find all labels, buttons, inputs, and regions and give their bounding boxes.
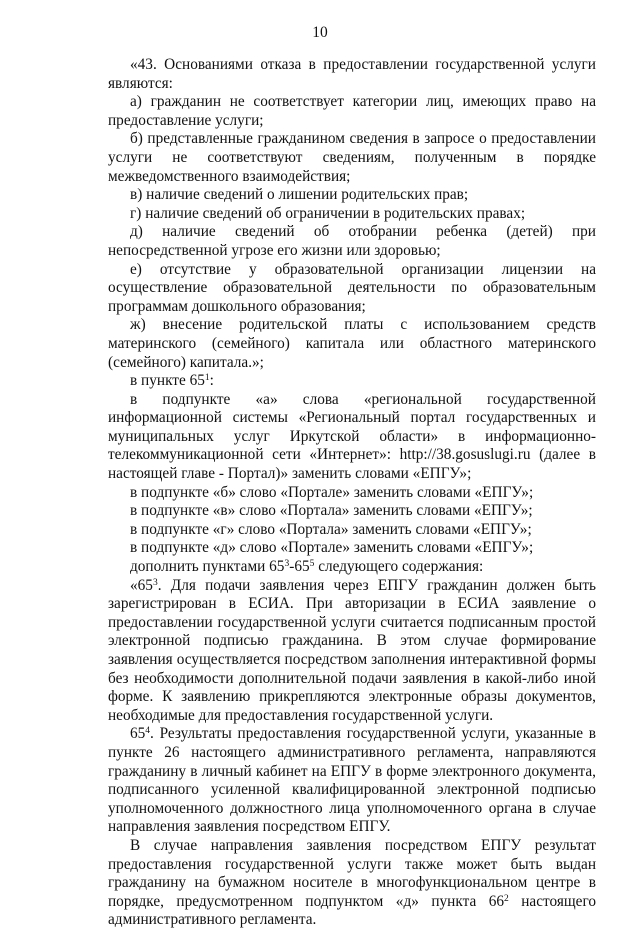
paragraph-item-zh: ж) внесение родительской платы с использованием средств материнского (семейного) капитала или областного материнского (семейного) капитала.»; [108,316,596,371]
superscript: 5 [309,559,315,570]
paragraph-subpoint-a: в подпункте «а» слова «региональной государственной информационной системы «Региональный портал государственных и муниципальных услуг Иркутской области» в информационно-телекоммуникационной сети «Интернет»: http://38.gosuslugi.ru (далее в настоящей главе - Портал)» заменить словами «ЕПГУ»; [108,390,596,483]
text-run: В случае направления заявления посредством ЕПГУ результат предоставления государственной услуги также может быть выдан гражданину на бумажном носителе в многофункциональном центре в порядке, предусмотренном подпунктом «д» пункта 66 [108,836,596,910]
paragraph-paper-result [108,837,596,930]
paragraph-item-v: в) наличие сведений о лишении родительских прав; [130,186,469,204]
paragraph-subpoint-g: в подпункте «г» слово «Портала» заменить словами «ЕПГУ»; [130,520,532,538]
text-run: . Результаты предоставления государственной услуги, указанные в пункте 26 настоящего административного регламента, направляются гражданину в личный кабинет на ЕПГУ в форме электронного документа, подписанного усиленной квалифицированной электронной подписью уполномоченного должностного лица уполномоченного органа в случае направления заявления посредством ЕПГУ. [108,725,596,836]
paragraph-subpoint-d: в подпункте «д» слово «Портале» заменить словами «ЕПГУ»; [130,539,534,557]
text-run: 65 [130,725,146,743]
text-run: настоящего административного регламента. [108,892,596,929]
paragraph-item-g: г) наличие сведений об ограничении в родительских правах; [130,204,526,222]
text-run: в пункте 65 [130,372,205,390]
page-number: 10 [312,24,328,41]
superscript: 4 [145,726,151,737]
paragraph-point-65-4 [108,725,596,837]
paragraph-43-intro: «43. Основаниями отказа в предоставлении государственной услуги являются: [108,56,596,92]
superscript: 1 [204,373,210,384]
paragraph-item-a: а) гражданин не соответствует категории лиц, имеющих право на предоставление услуги; [108,93,596,129]
text-run: . Для подачи заявления через ЕПГУ гражданин должен быть зарегистрирован в ЕСИА. При авторизации в ЕСИА заявление о предоставлении государственной услуги считается подписанным простой электронной подписью гражданина. В этом случае формирование заявления осуществляется посредством заполнения интерактивной формы без необходимости дополнительной подачи заявления в какой-либо иной форме. К заявлению прикрепляются электронные образы документов, необходимые для предоставления государственной услуги. [108,576,596,724]
paragraph-subpoint-v: в подпункте «в» слово «Портала» заменить словами «ЕПГУ»; [130,502,533,520]
superscript: 3 [284,559,290,570]
paragraph-item-d: д) наличие сведений об отобрании ребенка (детей) при непосредственной угрозе его жизни или здоровью; [108,223,596,259]
paragraph-item-e: е) отсутствие у образовательной организации лицензии на осуществление образовательной деятельности по образовательным программам дошкольного образования; [108,260,596,315]
text-run: следующего содержания: [314,558,484,576]
paragraph-point-65-3 [108,577,596,726]
paragraph-point-65-1 [108,372,596,391]
text-run: -65 [289,558,310,576]
text-run: «65 [130,576,153,594]
text-run: : [209,372,214,390]
text-run: дополнить пунктами 65 [130,558,285,576]
superscript: 2 [504,893,509,904]
document-body [108,56,596,930]
paragraph-add-points [108,558,596,577]
paragraph-subpoint-b: в подпункте «б» слово «Портале» заменить словами «ЕПГУ»; [130,483,534,501]
superscript: 3 [152,577,158,588]
paragraph-item-b: б) представленные гражданином сведения в запросе о предоставлении услуги не соответствуют сведениям, полученным в порядке межведомственного взаимодействия; [108,130,596,185]
